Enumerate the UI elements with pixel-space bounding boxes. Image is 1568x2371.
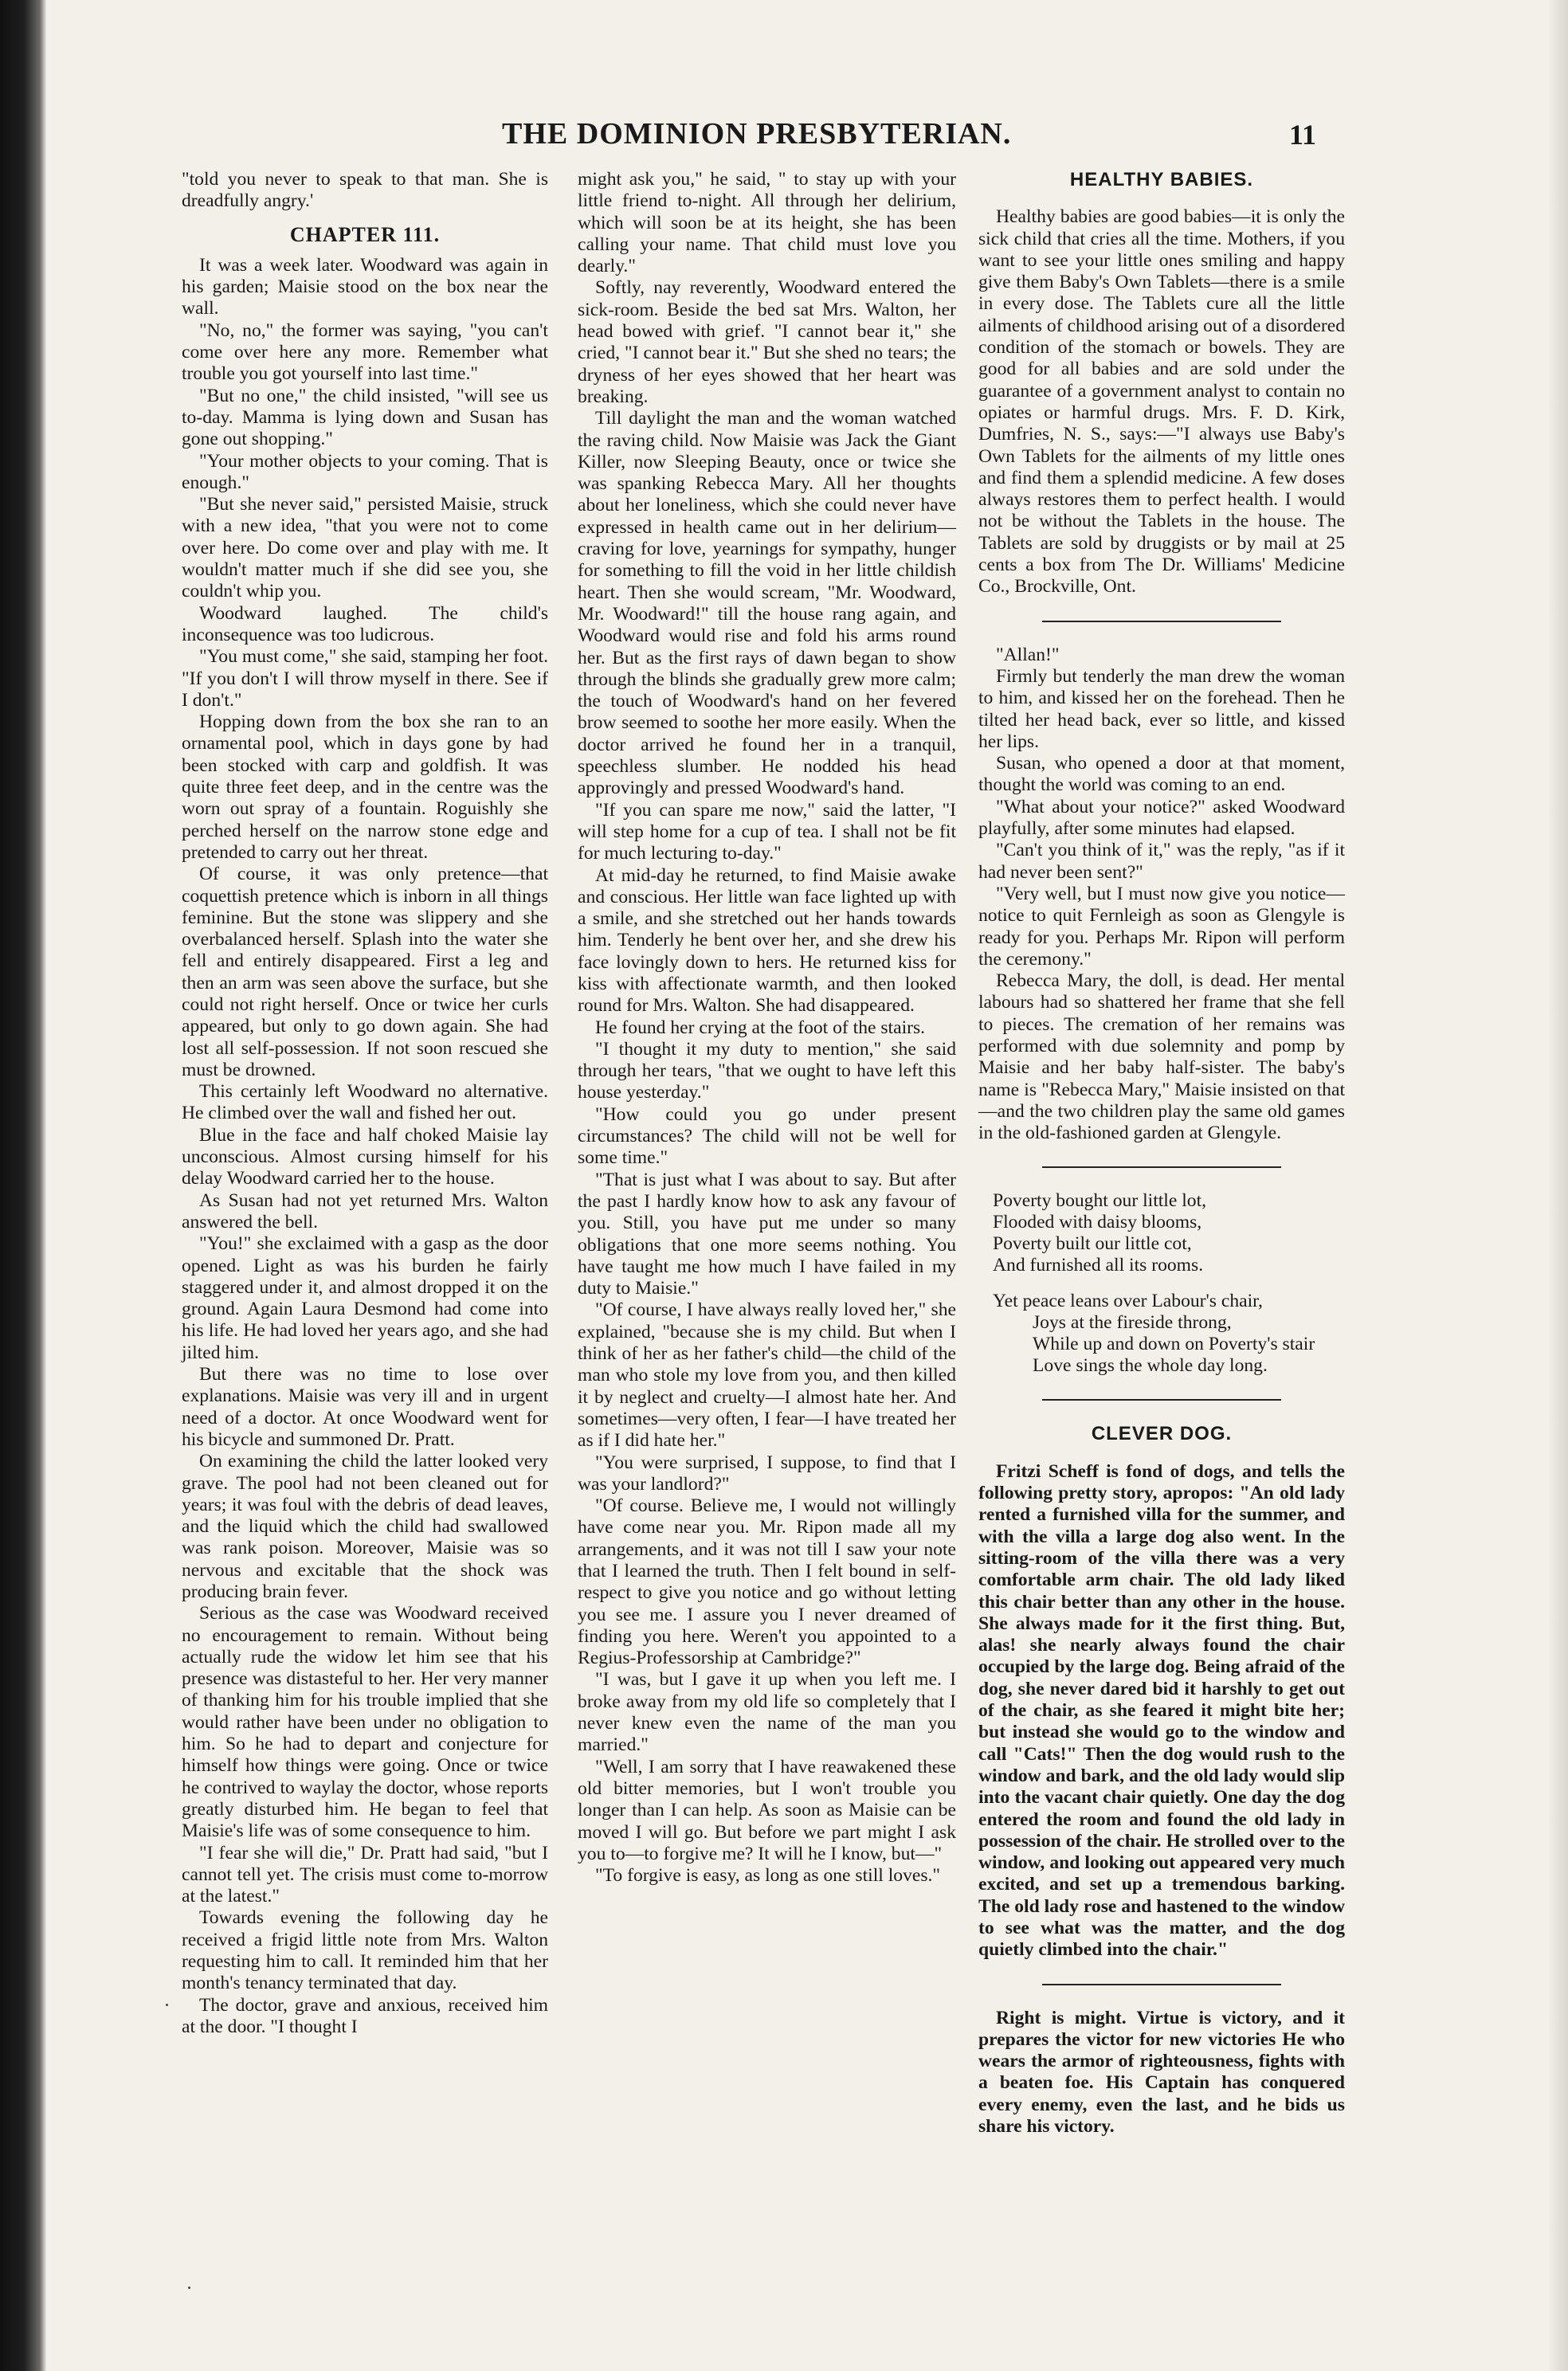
paragraph: Firmly but tenderly the man drew the woman to him, and kissed her on the forehead. Then he tilted her head back, ever so little, and kissed her lips. [978,665,1345,752]
scan-right-edge [1549,0,1568,2371]
poem-line: Flooded with daisy blooms, [993,1212,1202,1233]
poem-line: And furnished all its rooms. [993,1255,1204,1276]
paragraph: "You were surprised, I suppose, to find that I was your landlord?" [578,1452,956,1495]
paragraph: "Very well, but I must now give you notice—notice to quit Fernleigh as soon as Glengyle is ready for you. Perhaps Mr. Ripon will perform the ceremony." [978,883,1345,970]
paragraph: As Susan had not yet returned Mrs. Walton answered the bell. [182,1189,548,1233]
paragraph: "Allan!" [996,644,1060,665]
chapter-heading: CHAPTER 111. [289,222,441,246]
paragraph: "You!" she exclaimed with a gasp as the door opened. Light as was his burden he fairly staggered under it, and almost dropped it on the ground. Again Laura Desmond had come into his life. He had loved her years ago, and she had jilted him. [182,1233,548,1363]
newspaper-masthead: THE DOMINION PRESBYTERIAN. [502,117,1012,151]
paragraph: might ask you," he said, " to stay up with your little friend to-night. All through her delirium, which will soon be at its height, she has been calling your name. That child must love you dearly." [578,169,956,277]
section-divider [1042,1984,1281,1985]
poem-stanza [978,1291,1345,1377]
paragraph: "I thought it my duty to mention," she said through her tears, "that we ought to have left this house yesterday." [578,1038,956,1103]
poem-stanza [978,1190,1345,1276]
section-divider [1042,1399,1281,1401]
column-1 [182,169,548,2038]
column-3 [978,169,1345,2138]
paragraph: The doctor, grave and anxious, received him at the door. "I thought I [182,1994,548,2037]
paragraph: This certainly left Woodward no alternative. He climbed over the wall and fished her out. [182,1081,548,1124]
closing-note [978,2008,1345,2138]
paragraph: "That is just what I was about to say. But after the past I hardly know how to ask any favour of you. Still, you have put me under so many obligations that one more seems nothing. You have taught me how much I have failed in my duty to Maisie." [578,1169,956,1299]
paragraph: Serious as the case was Woodward received no encouragement to remain. Without being actually rude the widow let him see that his presence was distasteful to her. Her very manner of thanking him for his trouble implied that she would rather have been under no obligation to him. So he had to depart and conjecture for himself how things were going. Once or twice he contrived to waylay the doctor, whose reports greatly disturbed him. He began to feel that Maisie's life was of some consequence to him. [182,1603,548,1842]
scan-left-margin [0,0,46,2371]
paragraph: It was a week later. Woodward was again in his garden; Maisie stood on the box near the wall. [182,254,548,319]
poem-line: Joys at the fireside throng, [1033,1312,1232,1334]
poem-line: Poverty built our little cot, [993,1233,1192,1255]
scan-speck [166,2004,168,2006]
paragraph: Blue in the face and half choked Maisie lay unconscious. Almost cursing himself for his delay Woodward carried her to the house. [182,1124,548,1189]
paragraph: "What about your notice?" asked Woodward playfully, after some minutes had elapsed. [978,796,1345,840]
section-divider [1042,1166,1281,1168]
page-number: 11 [1289,119,1317,151]
paragraph: "No, no," the former was saying, "you can't come over here any more. Remember what trouble you got yourself into last time." [182,319,548,385]
paragraph: Hopping down from the box she ran to an ornamental pool, which in days gone by had been stocked with carp and goldfish. It was quite three feet deep, and in the centre was the worn out spray of a fountain. Roguishly she perched herself on the narrow stone edge and pretended to carry out her threat. [182,711,548,863]
section-divider [1042,621,1281,622]
paragraph: He found her crying at the foot of the stairs. [595,1017,926,1038]
paragraph: "I fear she will die," Dr. Pratt had said, "but I cannot tell yet. The crisis must come to-morrow at the latest." [182,1842,548,1907]
paragraph: "Can't you think of it," was the reply, "as if it had never been sent?" [978,840,1345,883]
poem-line: Love sings the whole day long. [1033,1355,1268,1377]
paragraph: "Of course, I have always really loved her," she explained, "because she is my child. But when I think of her as her father's child—the child of the man who stole my love from you, and then killed it by neglect and cruelty—I almost hate her. And sometimes—very often, I fear—I have treated her as if I did hate her." [578,1299,956,1452]
story-continuation: "told you never to speak to that man. She is dreadfully angry.' [182,169,548,212]
paragraph: Fritzi Scheff is fond of dogs, and tells the following pretty story, apropos: "An old lady rented a furnished villa for the summer, and with the villa a large dog also went. In the sitting-room of the villa there was a very comfortable arm chair. The old lady liked this chair better than any other in the house. She always made for it the first thing. But, alas! she nearly always found the chair occupied by the large dog. Being afraid of the dog, she never dared bid it harshly to get out of the chair, as she feared it might bite her; but instead she would go to the window and call "Cats!" Then the dog would rush to the window and bark, and the old lady would slip into the vacant chair quietly. One day the dog entered the room and found the old lady in possession of the chair. He strolled over to the window, and looking out appeared very much excited, and set up a tremendous barking. The old lady rose and hastened to the window to see what was the matter, and the dog quietly climbed into the chair." [978,1460,1345,1961]
paragraph: But there was no time to lose over explanations. Maisie was very ill and in urgent need of a doctor. At once Woodward went for his bicycle and summoned Dr. Pratt. [182,1364,548,1450]
scan-speck [188,2287,190,2289]
paragraph: Till daylight the man and the woman watched the raving child. Now Maisie was Jack the Giant Killer, now Sleeping Beauty, once or twice she was spanking Rebecca Mary. All her thoughts about her loneliness, which she could never have expressed in health came out in her delirium—craving for love, yearnings for sympathy, hunger for something to fill the void in her little childish heart. Then she would scream, "Mr. Woodward, Mr. Woodward!" till the house rang again, and Woodward would rise and fold his arms round her. But as the first rays of dawn began to show through the blinds she gradually grew more calm; the touch of Woodward's hand on her fevered brow seemed to soothe her more easily. When the doctor arrived he found her in a tranquil, speechless slumber. He nodded his head approvingly and pressed Woodward's hand. [578,408,956,799]
paragraph: On examining the child the latter looked very grave. The pool had not been cleaned out for years; it was foul with the debris of dead leaves, and the liquid which the child had swallowed was rank poison. Moreover, Maisie was so nervous and excitable that the shock was producing brain fever. [182,1451,548,1602]
paragraph: Softly, nay reverently, Woodward entered the sick-room. Beside the bed sat Mrs. Walton, her head bowed with grief. "I cannot bear it," she cried, "I cannot bear it." But she shed no tears; the dryness of her eyes showed that her heart was breaking. [578,277,956,407]
paragraph: Towards evening the following day he received a frigid little note from Mrs. Walton requesting him to call. It reminded him that her month's tenancy terminated that day. [182,1907,548,1994]
paragraph: "How could you go under present circumstances? The child will not be well for some time." [578,1103,956,1169]
paragraph: Susan, who opened a door at that moment, thought the world was coming to an end. [978,753,1345,796]
advertisement-text: Healthy babies are good babies—it is only the sick child that cries all the time. Mothers, if you want to see your little ones smiling and happy give them Baby's Own Tablets—there is a smile in every dose. The Tablets cure all the little ailments of childhood arising out of a disordered condition of the stomach or bowels. They are good for all babies and are sold under the guarantee of a government analyst to contain no opiates or harmful drugs. Mrs. F. D. Kirk, Dumfries, N. S., says:—"I always use Baby's Own Tablets for the ailments of my little ones and find them a splendid medicine. A few doses always restores them to perfect health. I would not be without the Tablets in the house. The Tablets are sold by druggists or by mail at 25 cents a box from The Dr. Williams' Medicine Co., Brockville, Ont. [978,206,1345,598]
paragraph: "Your mother objects to your coming. That is enough." [182,450,548,493]
healthy-babies-heading: HEALTHY BABIES. [1069,169,1254,190]
paragraph: "But no one," the child insisted, "will see us to-day. Mamma is lying down and Susan has gone out shopping." [182,385,548,450]
paragraph: "But she never said," persisted Maisie, struck with a new idea, "that you were not to come over here. Do come over and play with me. It wouldn't matter much if she did see you, she couldn't whip you. [182,494,548,602]
column-2 [578,169,956,1887]
paragraph: "Well, I am sorry that I have reawakened these old bitter memories, but I won't trouble you longer than I can help. As soon as Maisie can be moved I will go. But before we part might I ask you to—to forgive me? It will he I know, but—" [578,1756,956,1864]
paragraph: Woodward laughed. The child's inconsequence was too ludicrous. [182,602,548,645]
paragraph: Rebecca Mary, the doll, is dead. Her mental labours had so shattered her frame that she fell to pieces. The cremation of her remains was performed with due solemnity and pomp by Maisie and her baby half-sister. The baby's name is "Rebecca Mary," Maisie insisted on that—and the two children play the same old games in the old-fashioned garden at Glengyle. [978,970,1345,1144]
clever-dog-story [978,1461,1345,1961]
poem-line: While up and down on Poverty's stair [1033,1334,1315,1355]
paragraph: "Of course. Believe me, I would not willingly have come near you. Mr. Ripon made all my arrangements, and it was not till I saw your note that I learned the truth. Then I felt bound in self-respect to give you notice and go without letting you see me. I assure you I never dreamed of finding you here. Weren't you appointed to a Regius-Professorship at Cambridge?" [578,1495,956,1669]
paragraph: "I was, but I gave it up when you left me. I broke away from my old life so completely that I never knew even the name of the man you married." [578,1669,956,1756]
paragraph: "You must come," she said, stamping her foot. "If you don't I will throw myself in there. See if I don't." [182,646,548,711]
clever-dog-heading: CLEVER DOG. [1091,1423,1233,1445]
paragraph: At mid-day he returned, to find Maisie awake and conscious. Her little wan face lighted up with a smile, and she stretched out her hands towards him. Tenderly he bent over her, and she drew his face lovingly down to hers. He returned kiss for kiss with affectionate warmth, and then looked round for Mrs. Walton. She had disappeared. [578,864,956,1017]
poem-line: Yet peace leans over Labour's chair, [993,1291,1263,1312]
poem-line: Poverty bought our little lot, [993,1190,1207,1212]
paragraph: Right is might. Virtue is victory, and it prepares the victor for new victories He who wears the armor of righteousness, fights with a beaten foe. His Captain has conquered every enemy, even the last, and he bids us share his victory. [978,2007,1345,2138]
paragraph: "To forgive is easy, as long as one still loves." [595,1865,941,1887]
paragraph: Of course, it was only pretence—that coquettish pretence which is inborn in all things feminine. But the stone was slippery and she overbalanced herself. Splash into the water she fell and entirely disappeared. First a leg and then an arm was seen above the surface, but she could not right herself. Once or twice her curls appeared, but only to go down again. She had lost all self-possession. If not soon rescued she must be drowned. [182,864,548,1080]
paragraph: "If you can spare me now," said the latter, "I will step home for a cup of tea. I shall not be fit for much lecturing to-day." [578,799,956,864]
